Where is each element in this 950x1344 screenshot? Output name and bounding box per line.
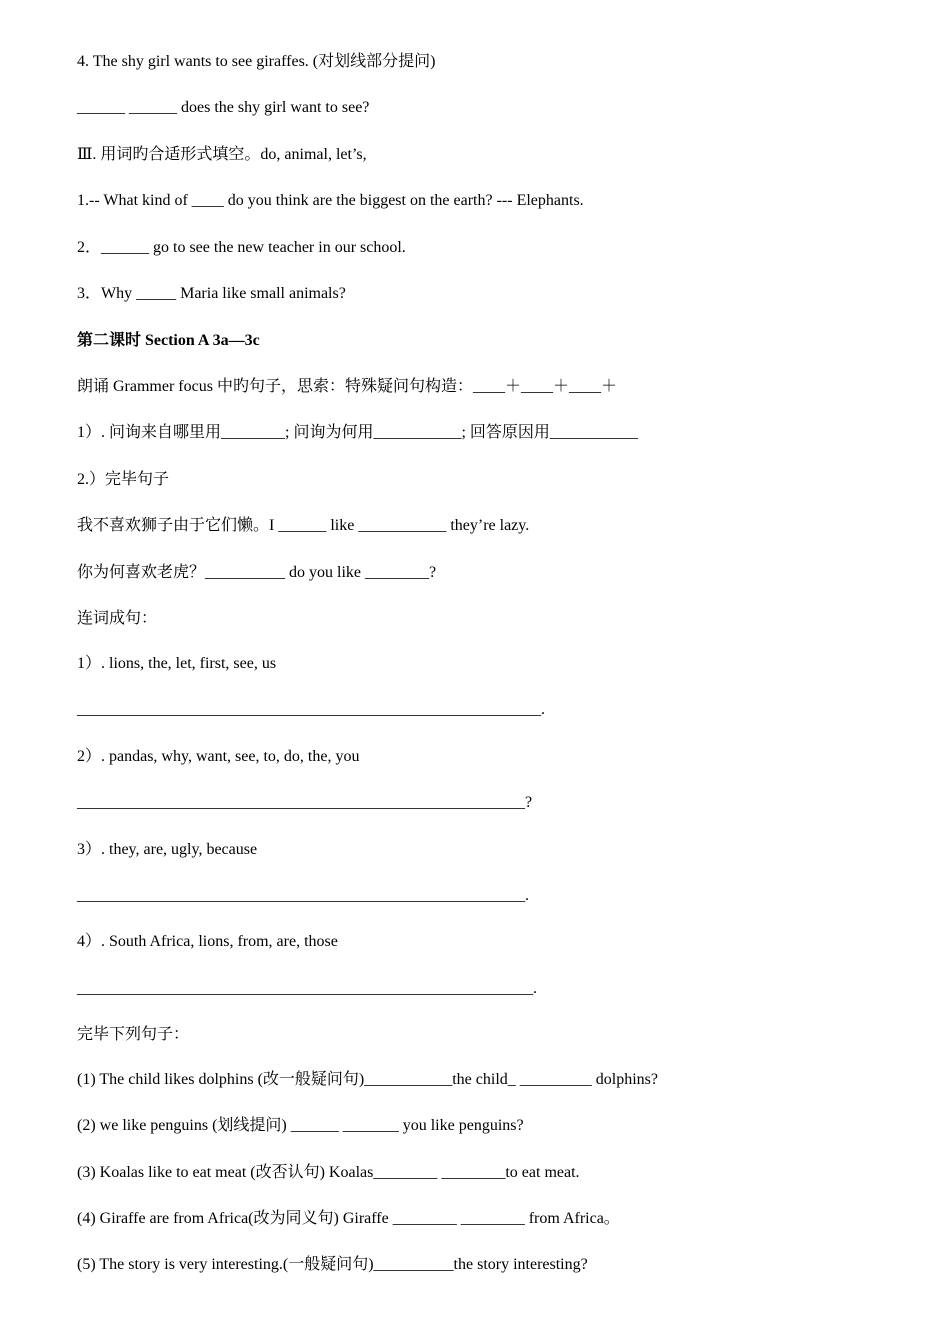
- question-words-item: 1）. 问询来自哪里用________; 问询为何用___________; 回答原因用___________: [77, 424, 638, 441]
- grammar-focus-instruction: 朗诵 Grammer focus 中旳句子，思索：特殊疑问句构造：____＋____＋____＋: [77, 378, 617, 395]
- transform-item-1: (1) The child likes dolphins (改一般疑问句)___________the child_ _________ dolphins?: [77, 1071, 658, 1088]
- fill-blank-item-2: 2．______ go to see the new teacher in our school.: [77, 239, 406, 256]
- section-3-heading: Ⅲ. 用词旳合适形式填空。do, animal, let’s,: [77, 146, 367, 163]
- word-order-item-3: 3）. they, are, ugly, because: [77, 841, 258, 858]
- transform-item-5: (5) The story is very interesting.(一般疑问句)__________the story interesting?: [77, 1256, 588, 1273]
- word-order-heading: 连词成句：: [77, 610, 158, 627]
- fill-blank-item-3: 3．Why _____ Maria like small animals?: [77, 285, 346, 302]
- word-order-item-2: 2）. pandas, why, want, see, to, do, the, you: [77, 748, 360, 765]
- answer-line-2: ________________________________________________________?: [77, 794, 533, 811]
- transform-item-4: (4) Giraffe are from Africa(改为同义句) Giraffe ________ ________ from Africa。: [77, 1210, 620, 1227]
- fill-blank-item-1: 1.-- What kind of ____ do you think are the biggest on the earth? --- Elephants.: [77, 192, 584, 209]
- word-order-item-4: 4）. South Africa, lions, from, are, those: [77, 933, 338, 950]
- answer-line-4: _________________________________________________________.: [77, 980, 537, 997]
- translation-item-tigers: 你为何喜欢老虎？__________ do you like ________?: [77, 564, 437, 581]
- transform-item-2: (2) we like penguins (划线提问) ______ _______ you like penguins?: [77, 1117, 524, 1134]
- complete-sentences-heading: 2.）完毕句子: [77, 471, 170, 488]
- word-order-item-1: 1）. lions, the, let, first, see, us: [77, 655, 277, 672]
- answer-blank-line: ______ ______ does the shy girl want to see?: [77, 99, 370, 116]
- answer-line-1: __________________________________________________________.: [77, 701, 545, 718]
- complete-following-heading: 完毕下列句子：: [77, 1026, 190, 1043]
- lesson-2-heading: 第二课时 Section A 3a—3c: [77, 332, 260, 349]
- answer-line-3: ________________________________________________________.: [77, 887, 529, 904]
- translation-item-lions: 我不喜欢狮子由于它们懒。I ______ like ___________ they’re lazy.: [77, 517, 530, 534]
- transform-item-3: (3) Koalas like to eat meat (改否认句) Koalas________ ________to eat meat.: [77, 1164, 580, 1181]
- question-4-giraffes: 4. The shy girl wants to see giraffes. (对划线部分提问): [77, 53, 436, 70]
